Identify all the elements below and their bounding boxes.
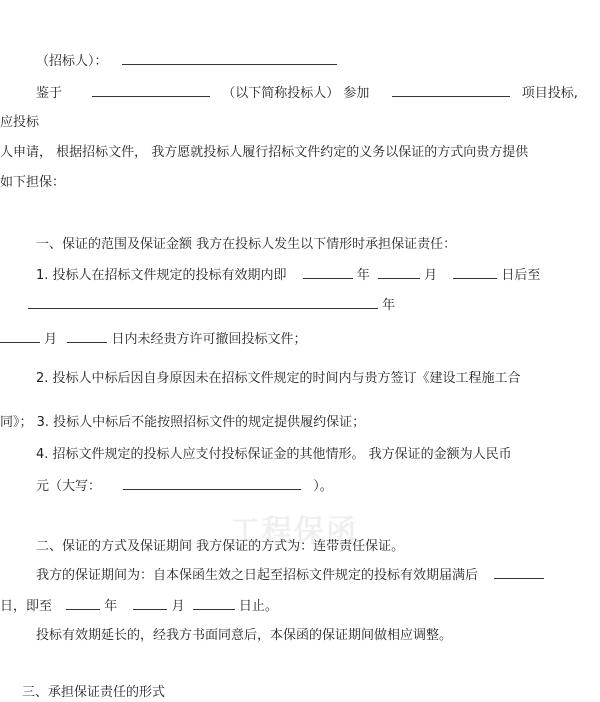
paragraph — [0, 597, 278, 616]
line-text — [0, 114, 39, 132]
text-segment: 同》； 3. 投标人中标后不能按照招标文件的规定提供履约保证； — [0, 415, 366, 430]
blank-line — [122, 52, 337, 65]
text-segment: 三、承担保证责任的形式 — [22, 685, 166, 700]
list-item — [36, 266, 540, 285]
text-segment: （以下简称投标人） 参加 — [222, 86, 370, 101]
blank-line — [0, 330, 40, 343]
blank-line — [378, 266, 420, 279]
amount-line — [36, 477, 333, 496]
text-segment: ）。 — [313, 479, 333, 494]
blank-line — [92, 84, 210, 97]
text-segment: 年 — [104, 599, 118, 614]
blank-line — [303, 266, 353, 279]
blank-line — [66, 597, 100, 610]
text-segment: 投标有效期延长的，经我方书面同意后，本保函的保证期间做相应调整。 — [36, 628, 453, 643]
paragraph — [36, 566, 544, 585]
text-segment: 日止。 — [238, 599, 278, 614]
text-segment: 年 — [356, 268, 370, 283]
section-heading — [36, 538, 404, 556]
text-segment: 元（大写： — [36, 479, 102, 494]
text-segment: 二、保证的方式及保证期间 我方保证的方式为：连带责任保证。 — [36, 539, 405, 554]
text-segment: 一、保证的范围及保证金额 我方在投标人发生以下情形时承担保证责任： — [36, 237, 457, 252]
line-text — [0, 144, 528, 162]
list-item — [0, 414, 365, 432]
text-segment: 日，即至 — [0, 599, 53, 614]
list-item-continued — [0, 330, 306, 349]
blank-line — [28, 296, 378, 309]
beneficiary-label: （招标人）： — [36, 54, 108, 69]
blank-line — [193, 597, 235, 610]
blank-line — [133, 597, 167, 610]
blank-line — [453, 266, 497, 279]
watermark: 工程保函 — [230, 514, 358, 549]
text-segment: 年 — [382, 298, 396, 313]
text-segment: 月 — [171, 599, 185, 614]
text-segment: 1. 投标人在招标文件规定的投标有效期内即 — [36, 268, 287, 283]
text-segment: 月 — [44, 332, 58, 347]
blank-line — [392, 84, 510, 97]
line-beneficiary — [36, 52, 337, 71]
line-whereas — [36, 84, 578, 103]
paragraph — [36, 627, 452, 645]
list-item — [36, 446, 512, 464]
text-segment: 鉴于 — [36, 86, 63, 101]
blank-line — [67, 330, 107, 343]
list-item-continued — [28, 296, 395, 315]
text-segment: 4. 招标文件规定的投标人应支付投标保证金的其他情形。 我方保证的金额为人民币 — [36, 447, 512, 462]
blank-line — [123, 477, 301, 490]
list-item — [36, 370, 521, 388]
text-segment: 人申请， 根据招标文件， 我方愿就投标人履行招标文件约定的义务以保证的方式向贵方提供 — [0, 145, 529, 160]
text-segment: 月 — [424, 268, 438, 283]
blank-line — [494, 566, 544, 579]
text-segment: 日后至 — [501, 268, 541, 283]
text-segment: 我方的保证期间为：自本保函生效之日起至招标文件规定的投标有效期届满后 — [36, 568, 479, 583]
text-segment: 应投标 — [0, 115, 40, 130]
text-segment: 2. 投标人中标后因自身原因未在招标文件规定的时间内与贵方签订《建设工程施工合 — [36, 371, 521, 386]
text-segment: 如下担保： — [0, 175, 66, 190]
section-heading — [22, 684, 165, 702]
line-text — [0, 174, 65, 192]
text-segment: 日内未经贵方许可撤回投标文件； — [111, 332, 307, 347]
text-segment: 项目投标, — [521, 86, 578, 101]
section-heading — [36, 236, 456, 254]
